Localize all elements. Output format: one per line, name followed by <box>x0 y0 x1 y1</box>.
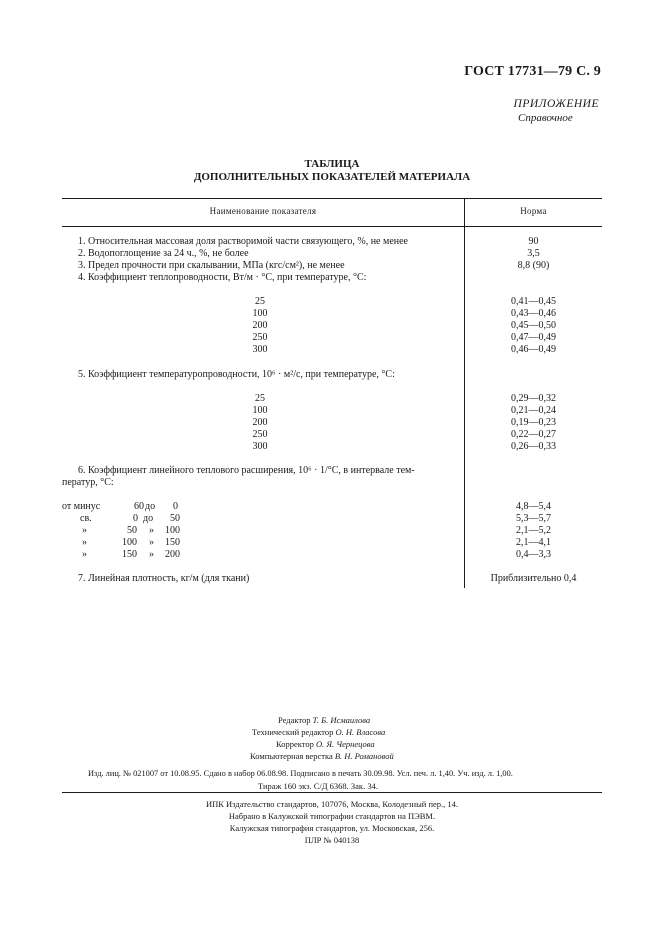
td-value: 0,26—0,33 <box>511 441 556 452</box>
column-header-name: Наименование показателя <box>209 206 317 216</box>
exp-range-to: 50 <box>170 513 180 524</box>
credit-layout <box>250 750 394 762</box>
td-value: 0,22—0,27 <box>511 429 556 440</box>
exp-value: 2,1—4,1 <box>516 537 551 548</box>
row-6-name-cont: ператур, °С: <box>62 477 114 488</box>
credit-editor <box>278 714 370 726</box>
publisher-line-2: Набрано в Калужской типографии стандартов на ПЭВМ. <box>228 811 436 821</box>
footer-separator <box>62 792 602 793</box>
exp-range-prefix: св. <box>80 513 92 524</box>
appendix-title: ПРИЛОЖЕНИЕ <box>513 98 599 110</box>
row-2-name: 2. Водопоглощение за 24 ч., %, не более <box>78 248 249 259</box>
table-header-border <box>62 226 602 227</box>
exp-range-prefix: от минус <box>62 501 101 512</box>
exp-value: 2,1—5,2 <box>516 525 551 536</box>
td-temp: 100 <box>252 405 268 416</box>
row-1-value: 90 <box>528 236 539 247</box>
tc-temp: 250 <box>252 332 268 343</box>
tc-value: 0,43—0,46 <box>511 308 556 319</box>
table-top-border <box>62 198 602 199</box>
exp-range-from: 50 <box>127 525 137 536</box>
td-temp: 200 <box>252 417 268 428</box>
exp-range-from: 60 <box>134 501 144 512</box>
credit-proof-label: Корректор <box>276 739 314 749</box>
table-title: ТАБЛИЦА <box>304 158 360 170</box>
row-5-name: 5. Коэффициент температуропроводности, 10⁶ · м²/с, при температуре, °С: <box>78 369 395 380</box>
print-info-line-2: Тираж 160 экз. С/Д 6368. Зак. 34. <box>258 781 378 791</box>
column-header-norm: Норма <box>520 206 547 216</box>
exp-range-prefix: » <box>82 549 87 560</box>
td-temp: 250 <box>252 429 268 440</box>
credit-editor-name: Т. Б. Исмаилова <box>312 715 371 725</box>
row-3-name: 3. Предел прочности при скалывании, МПа (кгс/см²), не менее <box>78 260 345 271</box>
td-temp: 300 <box>252 441 268 452</box>
row-2-value: 3,5 <box>527 248 540 259</box>
row-4-name: 4. Коэффициент теплопроводности, Вт/м · °С, при температуре, °С: <box>78 272 367 283</box>
credit-tech-editor-label: Технический редактор <box>252 727 334 737</box>
print-info-line-1: Изд. лиц. № 021007 от 10.08.95. Сдано в набор 06.08.98. Подписано в печать 30.09.98. Усл. печ. л. 1,40. Уч. изд. л. 1,00. <box>88 769 513 778</box>
row-7-value: Приблизительно 0,4 <box>490 573 577 584</box>
exp-value: 0,4—3,3 <box>516 549 551 560</box>
appendix-type: Справочное <box>518 112 573 124</box>
credit-editor-label: Редактор <box>278 715 311 725</box>
credit-proof-name: О. Я. Чернецова <box>316 739 375 749</box>
tc-temp: 300 <box>252 344 268 355</box>
tc-temp: 200 <box>252 320 268 331</box>
exp-range-to-word: до <box>145 501 156 512</box>
exp-range-from: 0 <box>133 513 138 524</box>
td-value: 0,29—0,32 <box>511 393 556 404</box>
exp-range-to: 100 <box>165 525 180 536</box>
tc-temp: 25 <box>255 296 265 307</box>
credit-tech-editor-name: О. Н. Власова <box>335 727 386 737</box>
exp-range-to: 200 <box>165 549 180 560</box>
exp-range-to-word: до <box>143 513 154 524</box>
tc-value: 0,41—0,45 <box>511 296 556 307</box>
tc-temp: 100 <box>252 308 268 319</box>
exp-range-from: 100 <box>122 537 137 548</box>
table-subtitle: ДОПОЛНИТЕЛЬНЫХ ПОКАЗАТЕЛЕЙ МАТЕРИАЛА <box>193 171 471 183</box>
row-6-name: 6. Коэффициент линейного теплового расширения, 10⁶ · 1/°С, в интервале тем- <box>78 465 415 476</box>
row-3-value: 8,8 (90) <box>517 260 550 271</box>
publisher-line-3: Калужская типография стандартов, ул. Московская, 256. <box>229 823 435 833</box>
gost-page-header: ГОСТ 17731—79 С. 9 <box>464 64 601 79</box>
row-1-name: 1. Относительная массовая доля растворимой части связующего, %, не менее <box>78 236 408 247</box>
tc-value: 0,45—0,50 <box>511 320 556 331</box>
td-value: 0,19—0,23 <box>511 417 556 428</box>
publisher-line-4: ПЛР № 040138 <box>304 835 360 845</box>
exp-range-to: 0 <box>173 501 178 512</box>
publisher-line-1: ИПК Издательство стандартов, 107076, Москва, Колодезный пер., 14. <box>205 799 459 809</box>
exp-value: 4,8—5,4 <box>516 501 551 512</box>
exp-range-prefix: » <box>82 537 87 548</box>
exp-range-to-word: » <box>149 525 154 536</box>
row-7-name: 7. Линейная плотность, кг/м (для ткани) <box>78 573 250 584</box>
exp-range-to-word: » <box>149 549 154 560</box>
tc-value: 0,47—0,49 <box>511 332 556 343</box>
exp-range-to-word: » <box>149 537 154 548</box>
exp-value: 5,3—5,7 <box>516 513 551 524</box>
tc-value: 0,46—0,49 <box>511 344 556 355</box>
credit-proofreader <box>276 738 375 750</box>
exp-range-to: 150 <box>165 537 180 548</box>
credit-layout-name: В. Н. Романовой <box>334 751 394 761</box>
td-temp: 25 <box>255 393 265 404</box>
credit-layout-label: Компьютерная верстка <box>250 751 333 761</box>
exp-range-prefix: » <box>82 525 87 536</box>
td-value: 0,21—0,24 <box>511 405 556 416</box>
exp-range-from: 150 <box>122 549 137 560</box>
credit-tech-editor <box>252 726 385 738</box>
